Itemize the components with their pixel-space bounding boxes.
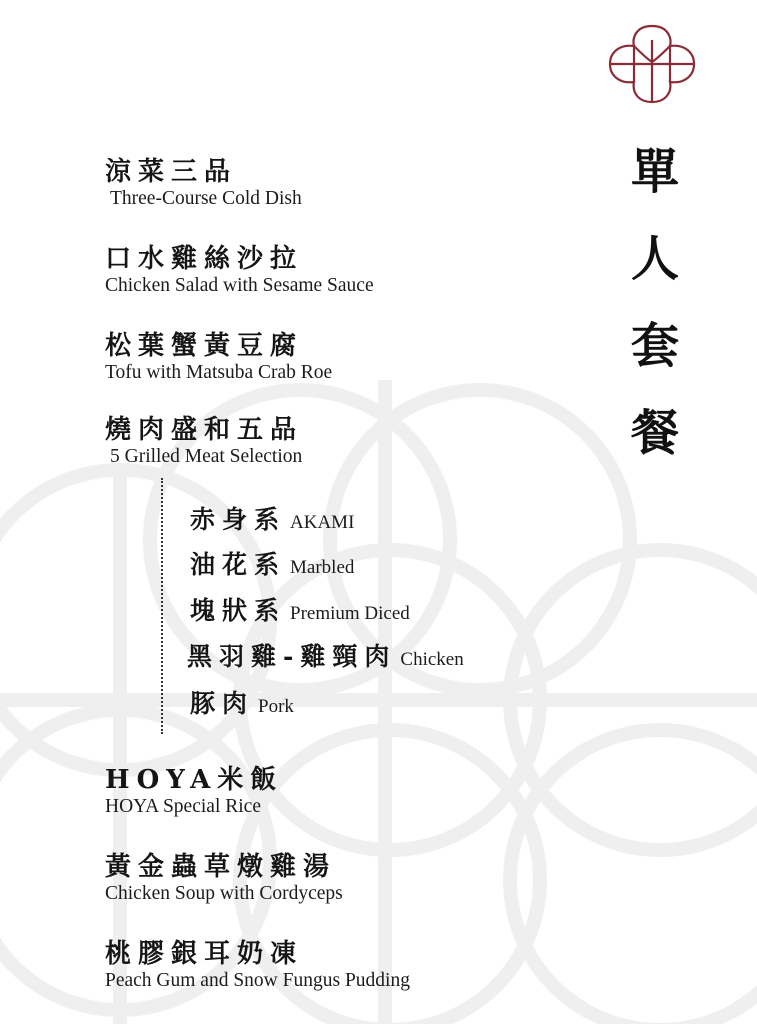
grilled-name-en: AKAMI (290, 512, 355, 533)
course-item (105, 852, 343, 906)
grilled-name-zh: 豚肉 (190, 689, 255, 718)
course-name-en: HOYA Special Rice (105, 796, 261, 817)
grilled-name-zh: 塊狀系 (190, 596, 287, 625)
course-name-zh: 燒肉盛和五品 (105, 415, 304, 445)
course-name-en: Peach Gum and Snow Fungus Pudding (105, 970, 410, 991)
grilled-name-en: Marbled (290, 557, 355, 578)
grilled-item (190, 689, 294, 719)
grilled-name-en: Chicken (400, 649, 464, 670)
title-char: 餐 (630, 405, 679, 461)
course-item (105, 415, 303, 469)
grilled-item (187, 642, 464, 672)
grilled-name-zh: 黑羽雞-雞頸肉 (187, 642, 397, 671)
course-name-en: Chicken Soup with Cordyceps (105, 883, 343, 904)
grilled-name-en: Premium Diced (290, 603, 410, 624)
course-item (105, 331, 332, 385)
grilled-item (190, 550, 354, 580)
course-name-zh: 桃膠銀耳奶凍 (105, 939, 304, 969)
course-item (105, 157, 302, 211)
grilled-item (190, 596, 410, 626)
course-name-en: Tofu with Matsuba Crab Roe (105, 362, 333, 383)
course-item (105, 244, 374, 298)
title-char: 套 (630, 318, 679, 374)
course-name-zh: 涼菜三品 (105, 157, 238, 187)
grilled-name-zh: 油花系 (190, 550, 287, 579)
title-char: 單 (630, 144, 679, 200)
course-name-en: Chicken Salad with Sesame Sauce (105, 275, 374, 296)
four-petal-window-logo (606, 22, 698, 106)
course-name-zh: HOYA米飯 (105, 765, 284, 795)
course-name-en: Three-Course Cold Dish (110, 188, 302, 209)
grilled-name-zh: 赤身系 (190, 505, 287, 534)
course-name-zh: 松葉蟹黃豆腐 (105, 331, 304, 361)
course-name-zh: 黃金蟲草燉雞湯 (105, 852, 337, 882)
vertical-title (626, 144, 684, 496)
course-name-en: 5 Grilled Meat Selection (110, 446, 303, 467)
course-name-zh: 口水雞絲沙拉 (105, 244, 304, 274)
title-char: 人 (630, 231, 679, 287)
grilled-name-en: Pork (258, 696, 294, 717)
grilled-item (190, 505, 354, 535)
course-item (105, 939, 410, 993)
course-item (105, 765, 283, 819)
grilled-dotted-line (161, 478, 163, 734)
